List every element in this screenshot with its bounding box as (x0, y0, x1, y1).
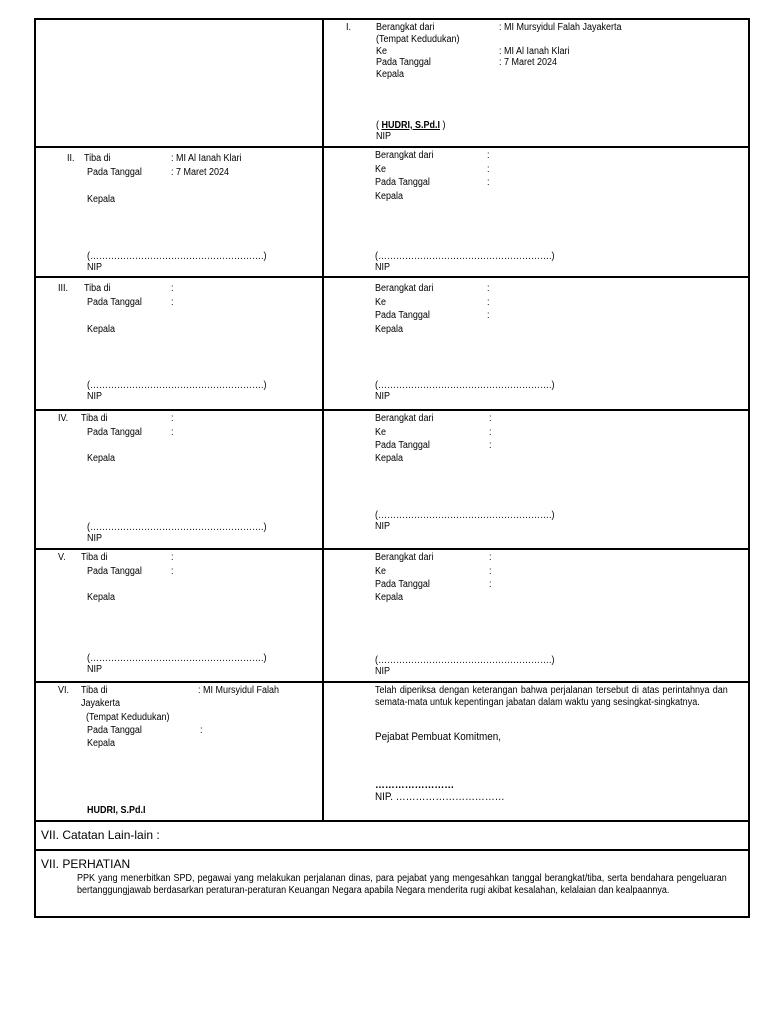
section-5-right-ke-label: Ke (375, 566, 387, 577)
verification-statement: Telah diperiksa dengan keterangan bahwa perjalanan tersebut di atas perintahnya dan semata-mata untuk kepentingan jabatan dalam waktu yang sesingkat-singkatnya. (375, 685, 728, 708)
section-2-sign-line: (………………………………………………….) (87, 251, 267, 262)
column-divider (322, 18, 324, 822)
section-3-right-sign-line: (………………………………………………….) (375, 380, 555, 391)
section-2-tiba-value: : MI Al Ianah Klari (171, 153, 242, 164)
section-1-nip: NIP (376, 131, 392, 142)
section-1-berangkat-value: : MI Mursyidul Falah Jayakerta (499, 22, 622, 33)
section-5-right-colon-2: : (489, 566, 492, 577)
sign-open: ( (376, 120, 382, 131)
row-divider-7 (34, 849, 750, 851)
section-3-right-kepala-label: Kepala (375, 324, 404, 335)
section-6-tiba-label: Tiba di (81, 685, 108, 696)
section-6-colon: : (200, 725, 203, 736)
perhatian-title: VII. PERHATIAN (41, 857, 131, 871)
section-4-right-kepala-label: Kepala (375, 453, 404, 464)
section-1-ke-label: Ke (376, 46, 388, 57)
section-5-sign-line: (………………………………………………….) (87, 653, 267, 664)
section-2-right-ke-label: Ke (375, 164, 387, 175)
section-2-kepala-label: Kepala (87, 194, 116, 205)
section-2-number: II. (67, 153, 75, 164)
section-4-right-colon-3: : (489, 440, 492, 451)
section-2-right-colon-1: : (487, 150, 490, 161)
section-5-right-sign-line: (………………………………………………….) (375, 655, 555, 666)
row-divider-5 (34, 681, 750, 683)
section-6-tiba-value-1: : MI Mursyidul Falah (198, 685, 280, 696)
section-3-right-berangkat-label: Berangkat dari (375, 283, 434, 294)
section-6-number: VI. (58, 685, 70, 696)
section-4-right-sign-line: (………………………………………………….) (375, 510, 555, 521)
section-3-nip: NIP (87, 391, 103, 402)
section-3-tiba-label: Tiba di (84, 283, 111, 294)
section-5-tanggal-label: Pada Tanggal (87, 566, 142, 577)
section-6-tanggal-label: Pada Tanggal (87, 725, 142, 736)
section-6-tempat-label: (Tempat Kedudukan) (86, 712, 170, 723)
pejabat-nip: NIP. …………………………… (375, 791, 505, 803)
section-6-signer-name: HUDRI, S.Pd.I (87, 805, 146, 816)
sign-close: ) (440, 120, 446, 131)
section-5-tiba-label: Tiba di (81, 552, 108, 563)
section-3-colon-1: : (171, 283, 174, 294)
section-3-right-colon-3: : (487, 310, 490, 321)
section-4-right-colon-2: : (489, 427, 492, 438)
section-3-kepala-label: Kepala (87, 324, 116, 335)
section-5-nip: NIP (87, 664, 103, 675)
section-6-kepala-label: Kepala (87, 738, 116, 749)
section-4-tiba-label: Tiba di (81, 413, 108, 424)
section-1-berangkat-label: Berangkat dari (376, 22, 435, 33)
section-5-right-kepala-label: Kepala (375, 592, 404, 603)
section-2-tanggal-value: : 7 Maret 2024 (171, 167, 230, 178)
section-4-colon-2: : (171, 427, 174, 438)
section-4-tanggal-label: Pada Tanggal (87, 427, 142, 438)
section-5-number: V. (58, 552, 66, 563)
section-5-colon-2: : (171, 566, 174, 577)
pejabat-sign-dots: …………………… (375, 779, 455, 791)
section-5-right-colon-1: : (489, 552, 492, 563)
section-4-right-tanggal-label: Pada Tanggal (375, 440, 430, 451)
perhatian-text: PPK yang menerbitkan SPD, pegawai yang melakukan perjalanan dinas, para pejabat yang mengesahkan tanggal berangkat/tiba, serta bendahara pengeluaran bertanggungjawab berdasarkan peraturan-peraturan Keuangan Negara apabila Negara menderita rugi akibat kesalahan, kelalaian dan kealpaannya. (77, 873, 727, 896)
section-2-right-nip: NIP (375, 262, 391, 273)
section-3-right-ke-label: Ke (375, 297, 387, 308)
row-divider-1 (34, 146, 750, 148)
section-3-right-nip: NIP (375, 391, 391, 402)
signer-name: HUDRI, S.Pd.I (381, 120, 441, 131)
section-4-nip: NIP (87, 533, 103, 544)
catatan-label: VII. Catatan Lain-lain : (41, 828, 160, 842)
section-2-right-sign-line: (………………………………………………….) (375, 251, 555, 262)
section-3-colon-2: : (171, 297, 174, 308)
section-4-right-berangkat-label: Berangkat dari (375, 413, 434, 424)
row-divider-6 (34, 820, 750, 822)
pejabat-title: Pejabat Pembuat Komitmen, (375, 731, 502, 743)
section-3-number: III. (58, 283, 69, 294)
section-5-right-tanggal-label: Pada Tanggal (375, 579, 430, 590)
section-2-right-berangkat-label: Berangkat dari (375, 150, 434, 161)
section-2-right-tanggal-label: Pada Tanggal (375, 177, 430, 188)
section-2-right-colon-2: : (487, 164, 490, 175)
section-5-right-nip: NIP (375, 666, 391, 677)
section-1-tanggal-label: Pada Tanggal (376, 57, 431, 68)
section-4-sign-line: (………………………………………………….) (87, 522, 267, 533)
section-3-right-colon-1: : (487, 283, 490, 294)
section-4-right-nip: NIP (375, 521, 391, 532)
section-4-right-colon-1: : (489, 413, 492, 424)
section-5-kepala-label: Kepala (87, 592, 116, 603)
section-2-nip: NIP (87, 262, 103, 273)
section-1-ke-value: : MI Al Ianah Klari (499, 46, 570, 57)
section-3-right-colon-2: : (487, 297, 490, 308)
section-2-tanggal-label: Pada Tanggal (87, 167, 142, 178)
section-1-tanggal-value: : 7 Maret 2024 (499, 57, 558, 68)
section-5-right-berangkat-label: Berangkat dari (375, 552, 434, 563)
section-5-right-colon-3: : (489, 579, 492, 590)
section-4-kepala-label: Kepala (87, 453, 116, 464)
section-3-tanggal-label: Pada Tanggal (87, 297, 142, 308)
section-4-number: IV. (58, 413, 69, 424)
section-3-right-tanggal-label: Pada Tanggal (375, 310, 430, 321)
section-2-right-colon-3: : (487, 177, 490, 188)
section-5-colon-1: : (171, 552, 174, 563)
section-3-sign-line: (………………………………………………….) (87, 380, 267, 391)
section-4-colon-1: : (171, 413, 174, 424)
section-1-tempat-label: (Tempat Kedudukan) (376, 34, 460, 45)
section-2-right-kepala-label: Kepala (375, 191, 404, 202)
row-divider-2 (34, 276, 750, 278)
section-6-tiba-value-2: Jayakerta (81, 698, 121, 709)
row-divider-3 (34, 409, 750, 411)
section-1-kepala-label: Kepala (376, 69, 405, 80)
row-divider-4 (34, 548, 750, 550)
section-2-tiba-label: Tiba di (84, 153, 111, 164)
section-1-number: I. (346, 22, 352, 33)
section-4-right-ke-label: Ke (375, 427, 387, 438)
